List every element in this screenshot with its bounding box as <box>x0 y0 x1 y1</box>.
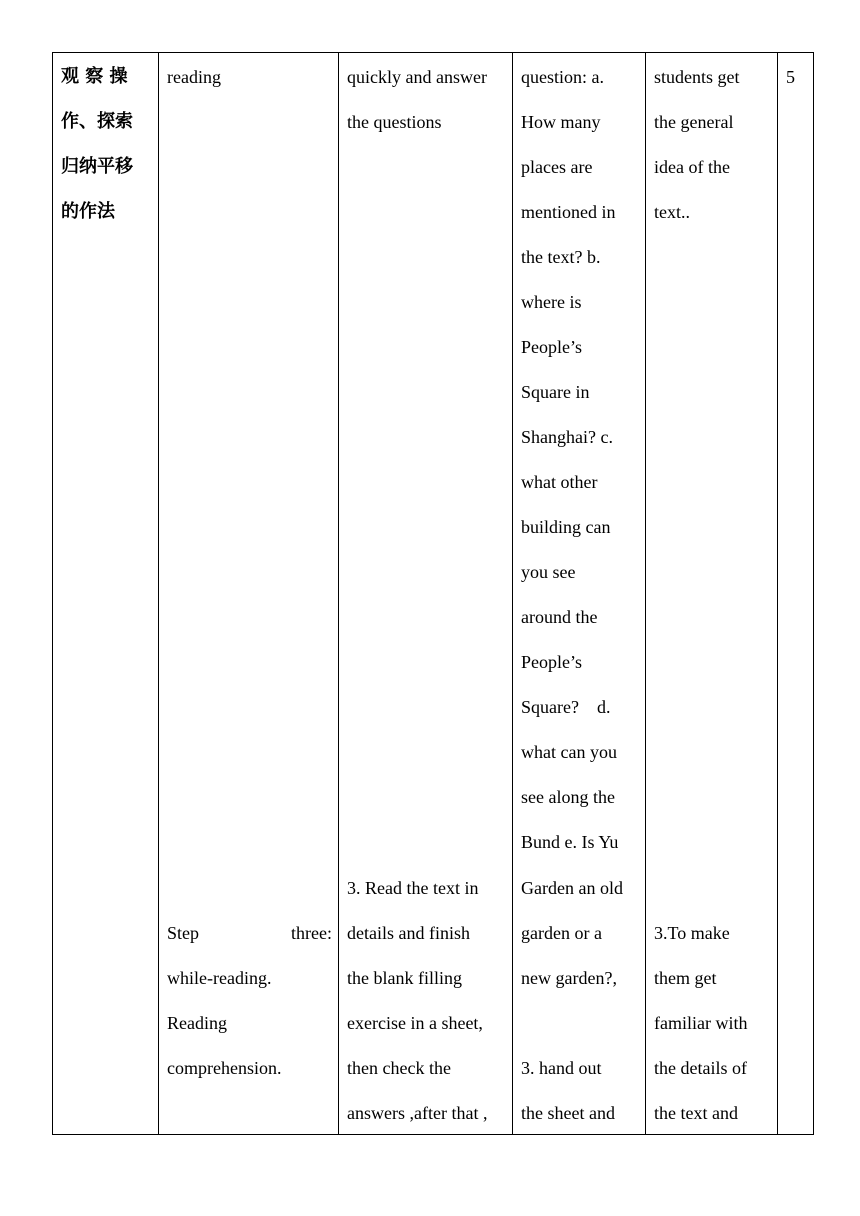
table-row <box>53 53 814 1135</box>
stage-line: 的作法 <box>61 201 115 222</box>
stage-line: 归纳平移 <box>61 156 133 177</box>
teacher-activity-cell <box>513 53 646 1135</box>
teacher-line: what other <box>521 472 598 492</box>
purpose-line: students get <box>654 67 740 87</box>
teacher-line: the text? b. <box>521 247 601 267</box>
teacher-line: People’s <box>521 337 582 357</box>
activity-line: then check the <box>347 1058 451 1078</box>
step-cell <box>159 53 339 1135</box>
purpose-line: text.. <box>654 202 690 222</box>
teacher-line: question: a. <box>521 67 604 87</box>
step-text: reading <box>167 67 221 87</box>
activity-line: exercise in a sheet, <box>347 1013 483 1033</box>
lesson-plan-table <box>52 52 814 1135</box>
activity-line: 3. Read the text in <box>347 878 479 898</box>
step-text: while-reading. <box>167 968 272 988</box>
activity-line: the questions <box>347 112 442 132</box>
teacher-line: the sheet and <box>521 1103 615 1123</box>
step-text: Reading <box>167 1013 227 1033</box>
stage-line: 观 察 操 <box>61 66 128 87</box>
activity-line: answers ,after that , <box>347 1103 488 1123</box>
teacher-line: places are <box>521 157 593 177</box>
step-number: three: <box>291 923 332 943</box>
teacher-line: new garden?, <box>521 968 617 988</box>
purpose-line: idea of the <box>654 157 730 177</box>
step-text: comprehension. <box>167 1058 282 1078</box>
teacher-line: Bund e. Is Yu <box>521 832 619 852</box>
teacher-line: mentioned in <box>521 202 616 222</box>
activity-line: quickly and answer <box>347 67 487 87</box>
teacher-line: Garden an old <box>521 878 623 898</box>
activity-line: the blank filling <box>347 968 462 988</box>
step-title <box>167 922 332 944</box>
purpose-line: familiar with <box>654 1013 748 1033</box>
step-label: Step <box>167 923 200 943</box>
stage-cell <box>53 53 159 1135</box>
teacher-line: you see <box>521 562 576 582</box>
student-activity-cell <box>339 53 513 1135</box>
teacher-line: where is <box>521 292 582 312</box>
purpose-cell <box>646 53 778 1135</box>
purpose-line: the general <box>654 112 734 132</box>
purpose-line: the text and <box>654 1103 738 1123</box>
teacher-line: around the <box>521 607 598 627</box>
teacher-line: building can <box>521 517 611 537</box>
stage-line: 作、探索 <box>61 111 133 132</box>
time-cell <box>778 53 814 1135</box>
teacher-line: what can you <box>521 742 617 762</box>
teacher-line: see along the <box>521 787 615 807</box>
teacher-line: Square in <box>521 382 590 402</box>
teacher-line: garden or a <box>521 923 602 943</box>
activity-line: details and finish <box>347 923 470 943</box>
teacher-line: People’s <box>521 652 582 672</box>
teacher-line: Square? d. <box>521 697 611 717</box>
time-value: 5 <box>786 67 795 87</box>
teacher-line: How many <box>521 112 601 132</box>
teacher-line: Shanghai? c. <box>521 427 613 447</box>
purpose-line: the details of <box>654 1058 747 1078</box>
purpose-line: 3.To make <box>654 923 730 943</box>
purpose-line: them get <box>654 968 717 988</box>
teacher-line: 3. hand out <box>521 1058 602 1078</box>
